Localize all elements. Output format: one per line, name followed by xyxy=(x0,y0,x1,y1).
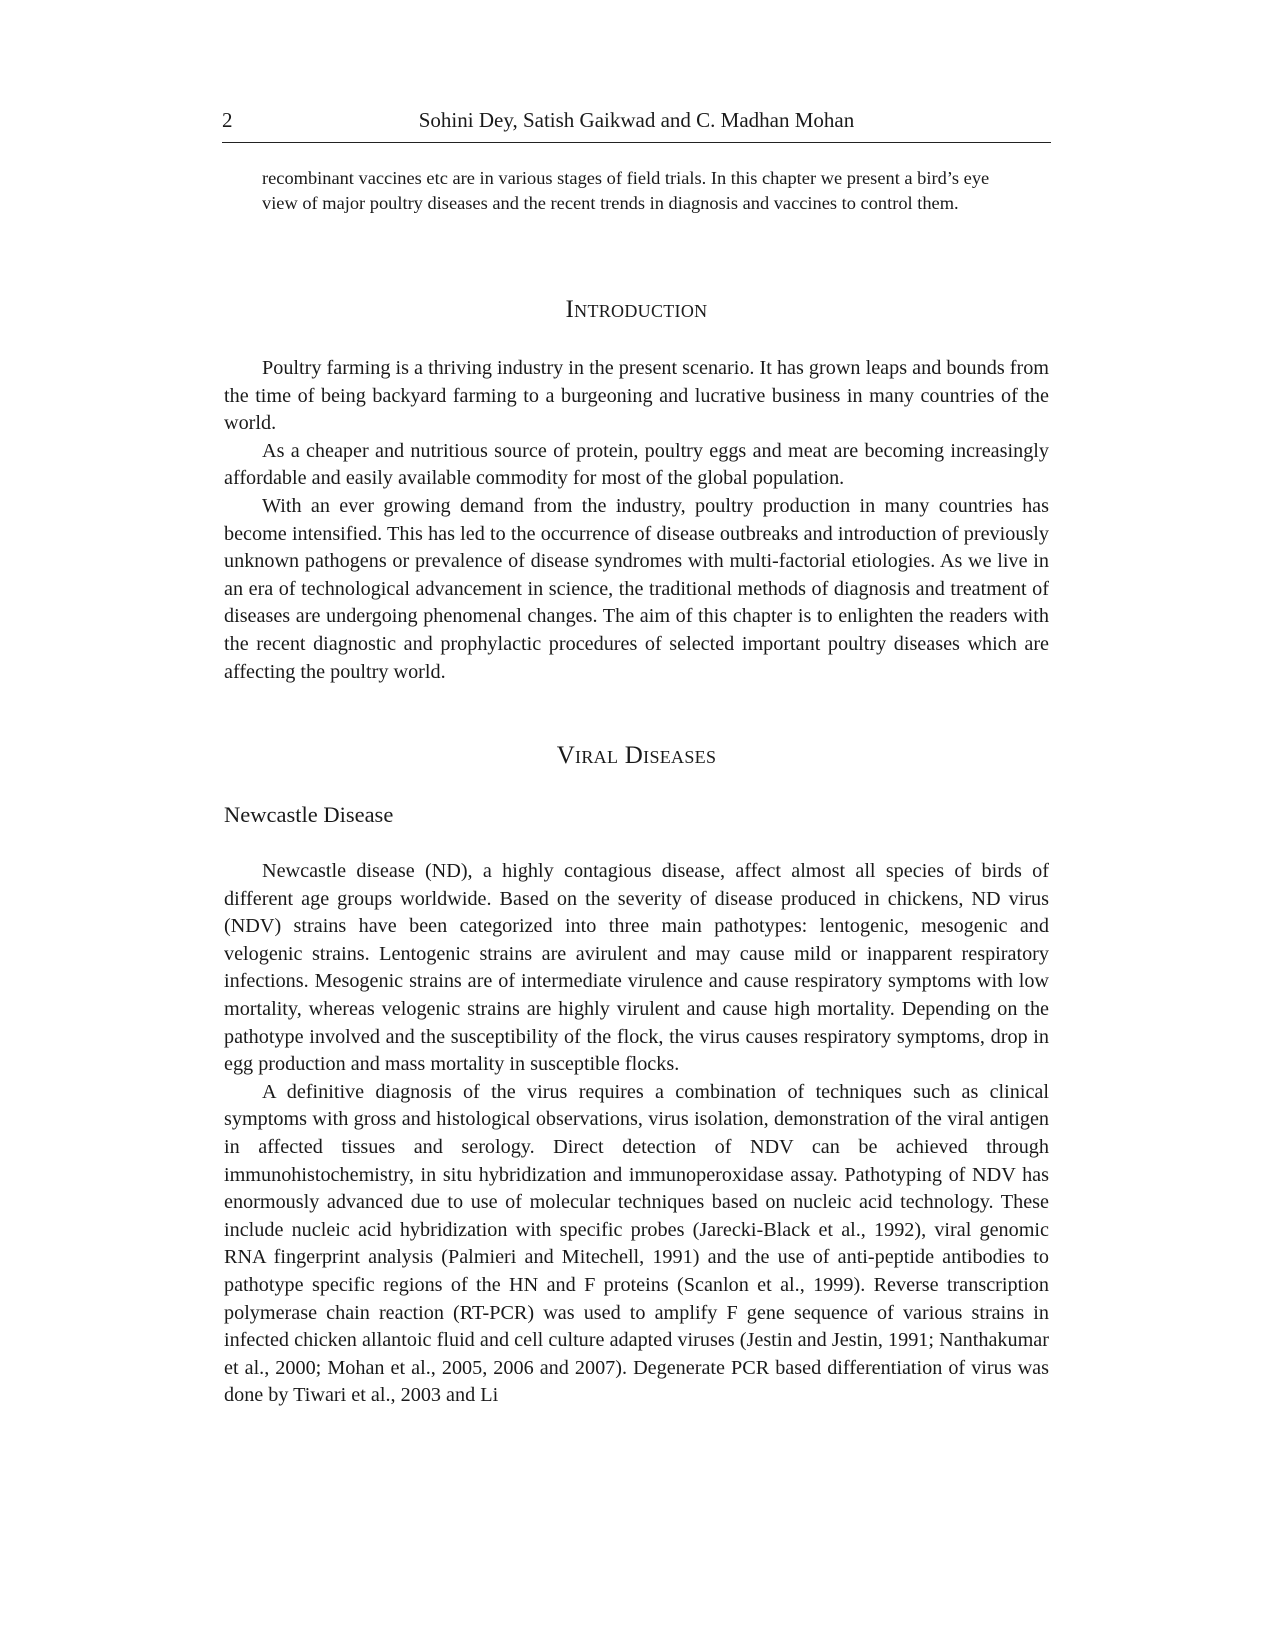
intro-paragraph-1: Poultry farming is a thriving industry in the present scenario. It has grown leaps and bounds from the time of being backyard farming to a burgeoning and lucrative business in many countries of the world. xyxy=(224,357,1049,435)
newcastle-disease-body xyxy=(224,858,1049,1410)
abstract-continuation: recombinant vaccines etc are in various stages of field trials. In this chapter we present a bird’s eye view of major poultry diseases and the recent trends in diagnosis and vaccines to control them. xyxy=(262,168,990,213)
page-header xyxy=(222,104,1051,143)
section-heading-introduction: Introduction xyxy=(565,296,708,323)
subsection-heading-newcastle-disease: Newcastle Disease xyxy=(224,802,394,827)
intro-paragraph-3: With an ever growing demand from the industry, poultry production in many countries has become intensified. This has led to the occurrence of disease outbreaks and introduction of previously unknown pathogens or prevalence of disease syndromes with multi-factorial etiologies. As we live in an era of technological advancement in science, the traditional methods of diagnosis and treatment of diseases are undergoing phenomenal changes. The aim of this chapter is to enlighten the readers with the recent diagnostic and prophylactic procedures of selected important poultry diseases which are affecting the poultry world. xyxy=(224,494,1049,683)
running-head-authors: Sohini Dey, Satish Gaikwad and C. Madhan Mohan xyxy=(418,108,855,132)
page-number: 2 xyxy=(222,108,233,132)
nd-paragraph-2: A definitive diagnosis of the virus requires a combination of techniques such as clinical symptoms with gross and histological observations, virus isolation, demonstration of the viral antigen in affected tissues and serology. Direct detection of NDV can be achieved through immunohistochemistry, in situ hybridization and immunoperoxidase assay. Pathotyping of NDV has enormously advanced due to use of molecular techniques based on nucleic acid technology. These include nucleic acid hybridization with specific probes (Jarecki-Black et al., 1992), viral genomic RNA fingerprint analysis (Palmieri and Mitechell, 1991) and the use of anti-peptide antibodies to pathotype specific regions of the HN and F proteins (Scanlon et al., 1999). Reverse transcription polymerase chain reaction (RT-PCR) was used to amplify F gene sequence of various strains in infected chicken allantoic fluid and cell culture adapted viruses (Jestin and Jestin, 1991; Nanthakumar et al., 2000; Mohan et al., 2005, 2006 and 2007). Degenerate PCR based differentiation of virus was done by Tiwari et al., 2003 and Li xyxy=(224,1080,1049,1407)
section-heading-viral-diseases: Viral Diseases xyxy=(556,742,717,769)
intro-paragraph-2: As a cheaper and nutritious source of protein, poultry eggs and meat are becoming increasingly affordable and easily available commodity for most of the global population. xyxy=(224,439,1049,490)
introduction-body xyxy=(224,355,1049,686)
nd-paragraph-1: Newcastle disease (ND), a highly contagious disease, affect almost all species of birds of different age groups worldwide. Based on the severity of disease produced in chickens, ND virus (NDV) strains have been categorized into three main pathotypes: lentogenic, mesogenic and velogenic strains. Lentogenic strains are avirulent and may cause mild or inapparent respiratory infections. Mesogenic strains are of intermediate virulence and cause respiratory symptoms with low mortality, whereas velogenic strains are highly virulent and cause high mortality. Depending on the pathotype involved and the susceptibility of the flock, the virus causes respiratory symptoms, drop in egg production and mass mortality in susceptible flocks. xyxy=(224,860,1049,1076)
